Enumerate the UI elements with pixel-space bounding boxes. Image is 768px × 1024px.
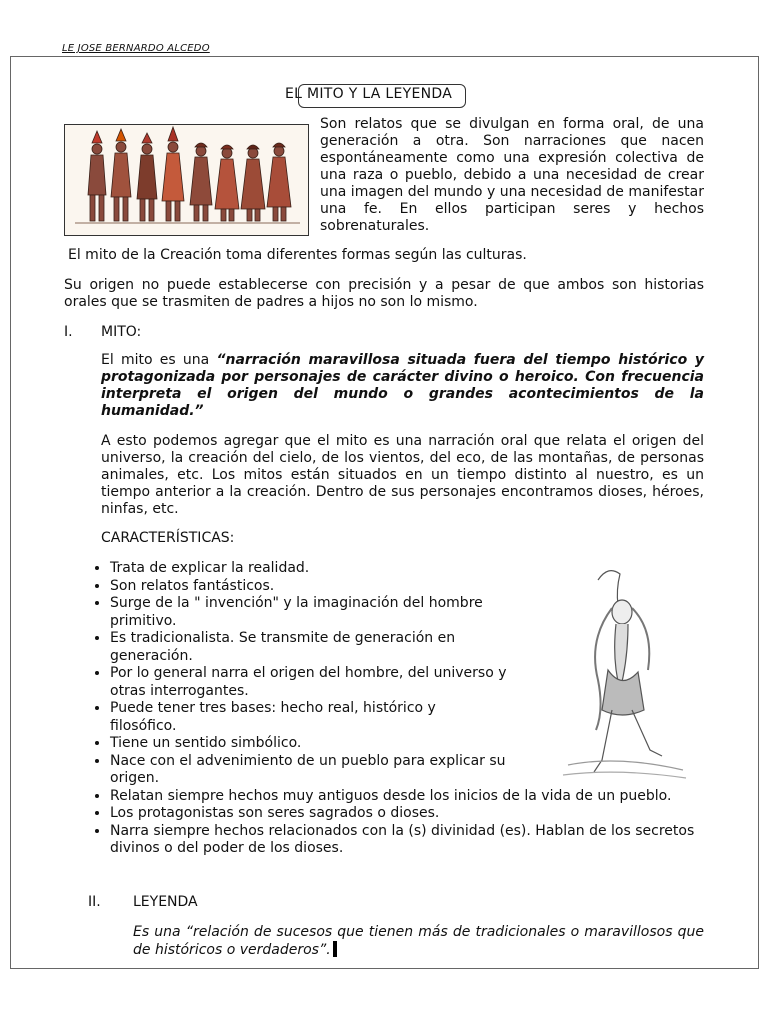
figures-drawing — [65, 125, 308, 235]
section-heading-leyenda: LEYENDA — [133, 894, 198, 910]
intro-paragraph: Son relatos que se divulgan en forma oral, de una generación a otra. Son narraciones que nacen espontáneamente como una expresión colectiva de una raza o pueblo, debido a una necesidad de crear una imagen del mundo y una necesidad de manifestar una fe. En ellos participan seres y hechos sobrenaturales. — [320, 116, 704, 234]
list-item: • Los protagonistas son seres sagrados o dioses. — [110, 805, 695, 823]
list-item: • Nace con el advenimiento de un pueblo para explicar su origen. — [110, 753, 535, 788]
section-heading-caracteristicas: CARACTERÍSTICAS: — [101, 530, 235, 546]
illustration-indigenous-figures — [64, 124, 309, 236]
list-item: • Surge de la " invención" y la imaginación del hombre primitivo. — [110, 595, 530, 630]
creation-line: El mito de la Creación toma diferentes formas según las culturas. — [68, 247, 527, 263]
page-title: EL MITO Y LA LEYENDA — [285, 86, 453, 102]
leyenda-definition — [133, 924, 704, 959]
mito-definition — [101, 352, 704, 420]
list-item: • Tiene un sentido simbólico. — [110, 735, 695, 753]
mito-paragraph: A esto podemos agregar que el mito es una narración oral que relata el origen del universo, la creación del cielo, de los vientos, del eco, de las montañas, de personas animales, etc. Los mitos están situados en un tiempo distinto al nuestro, es un tiempo anterior a la creación. Dentro de sus personajes encontramos dioses, héroes, ninfas, etc. — [101, 433, 704, 517]
mito-definition-quote: “narración maravillosa situada fuera del tiempo histórico y protagonizada por personajes de carácter divino o heroico. Con frecuencia interpreta el origen del mundo o grandes acontecimientos de la humanidad.” — [101, 352, 704, 419]
list-item: • Narra siempre hechos relacionados con la (s) divinidad (es). Hablan de los secretos divinos o del poder de los dioses. — [110, 823, 695, 858]
text-cursor — [333, 941, 337, 957]
list-item: • Es tradicionalista. Se transmite de generación en generación. — [110, 630, 510, 665]
mito-definition-prefix: El mito es una — [101, 352, 217, 368]
illustration-nymph — [558, 560, 688, 785]
list-item: • Relatan siempre hechos muy antiguos desde los inicios de la vida de un pueblo. — [110, 788, 680, 806]
list-item: • Por lo general narra el origen del hombre, del universo y otras interrogantes. — [110, 665, 540, 700]
document-header-author: LE JOSE BERNARDO ALCEDO — [62, 43, 210, 54]
section-heading-mito: MITO: — [101, 324, 142, 340]
list-item: • Puede tener tres bases: hecho real, histórico y filosófico. — [110, 700, 480, 735]
section-number-leyenda: II. — [88, 894, 101, 910]
list-item: • Trata de explicar la realidad. — [110, 560, 695, 578]
section-number-mito: I. — [64, 324, 73, 340]
list-item: • Son relatos fantásticos. — [110, 578, 695, 596]
origin-paragraph: Su origen no puede establecerse con precisión y a pesar de que ambos son historias orales que se trasmiten de padres a hijos no son lo mismo. — [64, 277, 704, 310]
nymph-drawing — [558, 560, 688, 785]
title-highlight-shape — [298, 84, 466, 108]
leyenda-definition-text: Es una “relación de sucesos que tienen más de tradicionales o maravillosos que de históricos o verdaderos”. — [133, 924, 704, 958]
